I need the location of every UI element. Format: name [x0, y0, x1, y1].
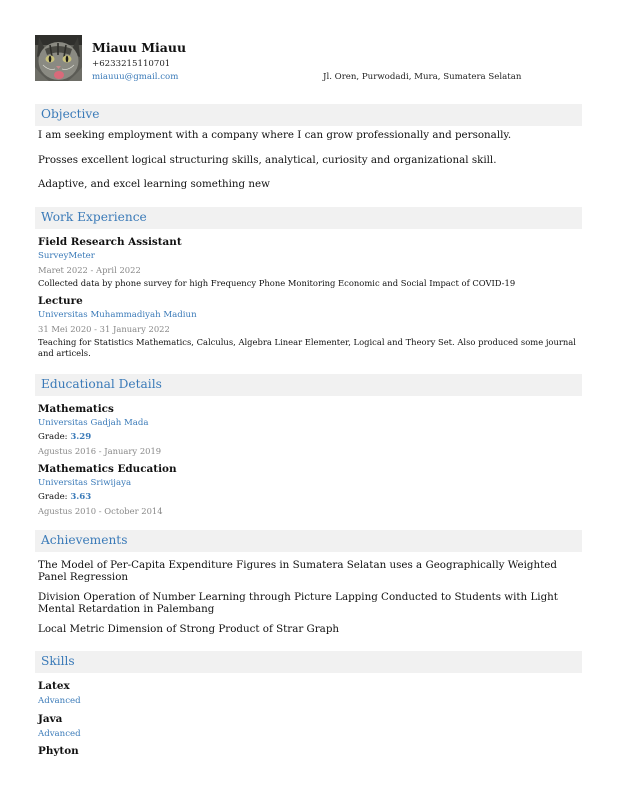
grade-line	[38, 432, 91, 442]
objective-line: I am seeking employment with a company where I can grow professionally and personally.	[38, 129, 512, 141]
job-description: Teaching for Statistics Mathematics, Calculus, Algebra Linear Elementer, Logical and Theory Set. Also produced some journal and articels.	[38, 337, 576, 358]
grade-value: 3.63	[70, 492, 92, 502]
objective-line: Prosses excellent logical structuring skills, analytical, curiosity and organizational skill.	[38, 154, 497, 166]
section-title: Skills	[41, 654, 75, 668]
section-title: Achievements	[41, 533, 128, 547]
email-link[interactable]: miauuu@gmail.com	[92, 72, 179, 82]
section-title: Objective	[41, 107, 100, 121]
school: Universitas Sriwijaya	[38, 478, 132, 488]
section-header-achievements	[35, 530, 582, 552]
achievement-item: The Model of Per-Capita Expenditure Figures in Sumatera Selatan uses a Geographically Weighted Panel Regression	[38, 559, 557, 583]
achievement-item: Local Metric Dimension of Strong Product of Strar Graph	[38, 623, 340, 635]
candidate-name: Miauu Miauu	[92, 40, 187, 55]
education-dates: Agustus 2010 - October 2014	[38, 506, 163, 516]
job-title: Field Research Assistant	[38, 236, 182, 248]
section-header-work-experience	[35, 207, 582, 229]
grade-line	[38, 492, 91, 502]
address: Jl. Oren, Purwodadi, Mura, Sumatera Selatan	[323, 72, 522, 82]
profile-photo	[35, 35, 82, 81]
skill-level: Advanced	[38, 696, 81, 706]
grade-value: 3.29	[70, 432, 92, 442]
skill-name: Phyton	[38, 745, 79, 757]
grade-label: Grade:	[38, 492, 71, 502]
job-title: Lecture	[38, 295, 83, 307]
skill-level: Advanced	[38, 729, 81, 739]
section-title: Educational Details	[41, 377, 162, 391]
job-description: Collected data by phone survey for high Frequency Phone Monitoring Economic and Social Impact of COVID-19	[38, 278, 516, 288]
degree: Mathematics Education	[38, 463, 177, 475]
cat-photo-icon	[35, 35, 82, 81]
job-dates: 31 Mei 2020 - 31 January 2022	[38, 324, 170, 334]
employer: SurveyMeter	[38, 251, 95, 261]
section-header-skills	[35, 651, 582, 673]
section-header-objective	[35, 104, 582, 126]
section-title: Work Experience	[41, 210, 147, 224]
grade-label: Grade:	[38, 432, 71, 442]
phone-number: +6233215110701	[92, 59, 171, 69]
achievement-item: Division Operation of Number Learning through Picture Lapping Conducted to Students with Light Mental Retardation in Palembang	[38, 591, 558, 615]
job-dates: Maret 2022 - April 2022	[38, 265, 141, 275]
employer: Universitas Muhammadiyah Madiun	[38, 310, 197, 320]
section-header-education	[35, 374, 582, 396]
skill-name: Latex	[38, 680, 70, 692]
school: Universitas Gadjah Mada	[38, 418, 149, 428]
objective-line: Adaptive, and excel learning something new	[38, 178, 270, 190]
degree: Mathematics	[38, 403, 114, 415]
education-dates: Agustus 2016 - January 2019	[38, 446, 162, 456]
skill-name: Java	[38, 713, 63, 725]
